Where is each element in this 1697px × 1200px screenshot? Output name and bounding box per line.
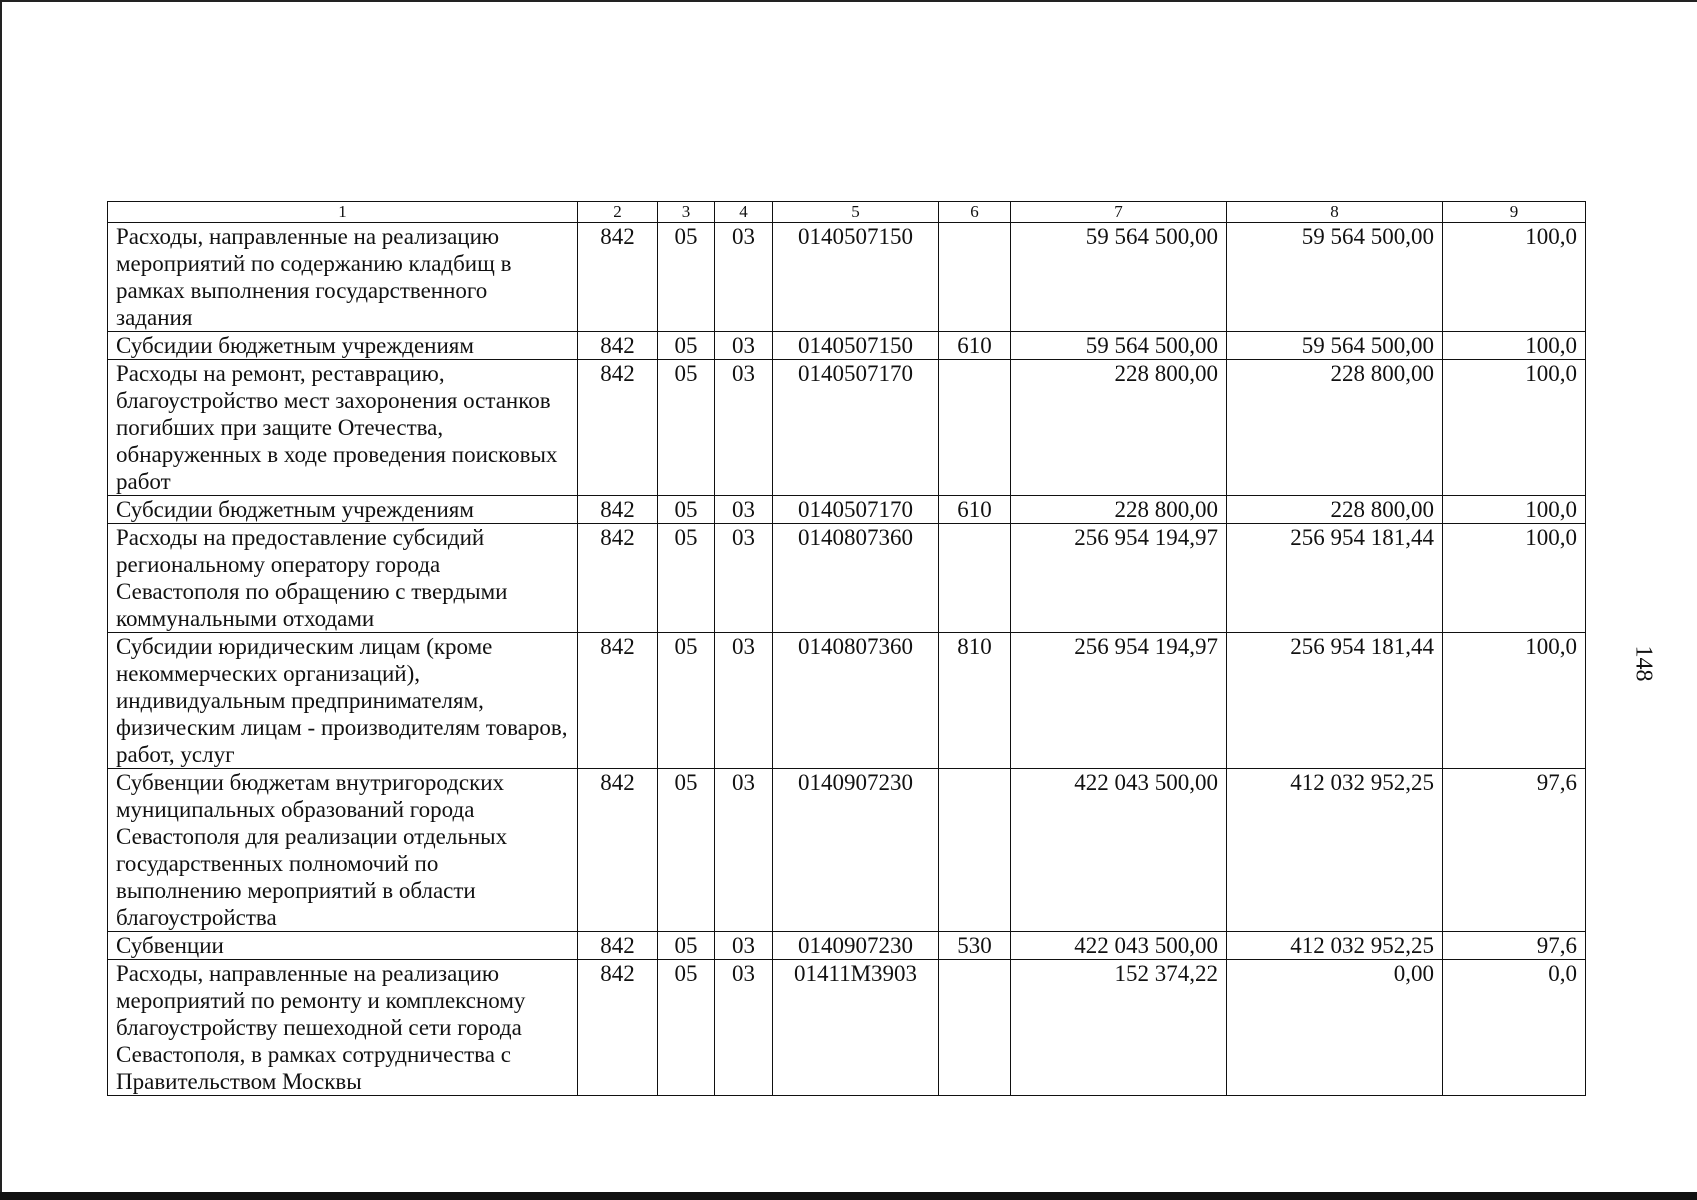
column-header-9: 9 bbox=[1443, 202, 1586, 223]
cell-name: Субвенции bbox=[108, 932, 578, 960]
cell-subsection: 03 bbox=[715, 769, 773, 932]
cell-planned-amount: 256 954 194,97 bbox=[1011, 524, 1227, 633]
cell-expense-type bbox=[939, 223, 1011, 332]
cell-subsection: 03 bbox=[715, 960, 773, 1096]
column-header-1: 1 bbox=[108, 202, 578, 223]
cell-executed-amount: 228 800,00 bbox=[1227, 496, 1443, 524]
cell-planned-amount: 256 954 194,97 bbox=[1011, 633, 1227, 769]
table-row bbox=[108, 769, 1586, 932]
table-row bbox=[108, 332, 1586, 360]
cell-planned-amount: 228 800,00 bbox=[1011, 360, 1227, 496]
cell-section: 05 bbox=[658, 360, 715, 496]
column-header-8: 8 bbox=[1227, 202, 1443, 223]
cell-section: 05 bbox=[658, 524, 715, 633]
column-header-5: 5 bbox=[773, 202, 939, 223]
cell-expense-type bbox=[939, 524, 1011, 633]
cell-execution-percent: 100,0 bbox=[1443, 633, 1586, 769]
cell-name: Субсидии юридическим лицам (кроме некоммерческих организаций), индивидуальным предпринимателям, физическим лицам - производителям товаров, работ, услуг bbox=[108, 633, 578, 769]
cell-admin-code: 842 bbox=[578, 332, 658, 360]
cell-section: 05 bbox=[658, 496, 715, 524]
cell-expense-type bbox=[939, 769, 1011, 932]
cell-execution-percent: 97,6 bbox=[1443, 769, 1586, 932]
cell-subsection: 03 bbox=[715, 932, 773, 960]
cell-target-article: 0140507170 bbox=[773, 496, 939, 524]
cell-admin-code: 842 bbox=[578, 932, 658, 960]
cell-target-article: 0140807360 bbox=[773, 524, 939, 633]
cell-name: Расходы, направленные на реализацию мероприятий по содержанию кладбищ в рамках выполнения государственного задания bbox=[108, 223, 578, 332]
page-edge-top bbox=[0, 0, 1697, 2]
cell-target-article: 0140907230 bbox=[773, 769, 939, 932]
column-header-4: 4 bbox=[715, 202, 773, 223]
cell-executed-amount: 412 032 952,25 bbox=[1227, 932, 1443, 960]
cell-name: Субсидии бюджетным учреждениям bbox=[108, 332, 578, 360]
cell-name: Субвенции бюджетам внутригородских муниципальных образований города Севастополя для реализации отдельных государственных полномочий по выполнению мероприятий в области благоустройства bbox=[108, 769, 578, 932]
cell-subsection: 03 bbox=[715, 223, 773, 332]
cell-name: Расходы на ремонт, реставрацию, благоустройство мест захоронения останков погибших при защите Отечества, обнаруженных в ходе проведения поисковых работ bbox=[108, 360, 578, 496]
cell-target-article: 0140907230 bbox=[773, 932, 939, 960]
cell-executed-amount: 412 032 952,25 bbox=[1227, 769, 1443, 932]
cell-target-article: 0140507150 bbox=[773, 223, 939, 332]
column-header-7: 7 bbox=[1011, 202, 1227, 223]
cell-section: 05 bbox=[658, 223, 715, 332]
table-row bbox=[108, 932, 1586, 960]
table-row bbox=[108, 633, 1586, 769]
cell-planned-amount: 59 564 500,00 bbox=[1011, 223, 1227, 332]
cell-executed-amount: 256 954 181,44 bbox=[1227, 633, 1443, 769]
cell-expense-type bbox=[939, 360, 1011, 496]
cell-target-article: 0140507170 bbox=[773, 360, 939, 496]
cell-name: Расходы, направленные на реализацию мероприятий по ремонту и комплексному благоустройству пешеходной сети города Севастополя, в рамках сотрудничества с Правительством Москвы bbox=[108, 960, 578, 1096]
budget-table bbox=[107, 201, 1586, 1096]
cell-execution-percent: 97,6 bbox=[1443, 932, 1586, 960]
cell-subsection: 03 bbox=[715, 633, 773, 769]
cell-admin-code: 842 bbox=[578, 360, 658, 496]
cell-name: Расходы на предоставление субсидий региональному оператору города Севастополя по обращению с твердыми коммунальными отходами bbox=[108, 524, 578, 633]
cell-subsection: 03 bbox=[715, 524, 773, 633]
cell-planned-amount: 59 564 500,00 bbox=[1011, 332, 1227, 360]
table-row bbox=[108, 960, 1586, 1096]
page-edge-bottom bbox=[0, 1192, 1697, 1200]
cell-section: 05 bbox=[658, 332, 715, 360]
cell-execution-percent: 100,0 bbox=[1443, 360, 1586, 496]
cell-expense-type: 610 bbox=[939, 496, 1011, 524]
cell-name: Субсидии бюджетным учреждениям bbox=[108, 496, 578, 524]
cell-execution-percent: 100,0 bbox=[1443, 496, 1586, 524]
cell-admin-code: 842 bbox=[578, 633, 658, 769]
cell-admin-code: 842 bbox=[578, 496, 658, 524]
cell-planned-amount: 228 800,00 bbox=[1011, 496, 1227, 524]
cell-subsection: 03 bbox=[715, 332, 773, 360]
cell-target-article: 0140507150 bbox=[773, 332, 939, 360]
cell-expense-type: 810 bbox=[939, 633, 1011, 769]
cell-target-article: 01411M3903 bbox=[773, 960, 939, 1096]
cell-section: 05 bbox=[658, 932, 715, 960]
cell-subsection: 03 bbox=[715, 360, 773, 496]
cell-expense-type: 610 bbox=[939, 332, 1011, 360]
column-header-3: 3 bbox=[658, 202, 715, 223]
cell-section: 05 bbox=[658, 769, 715, 932]
cell-admin-code: 842 bbox=[578, 223, 658, 332]
cell-subsection: 03 bbox=[715, 496, 773, 524]
cell-admin-code: 842 bbox=[578, 769, 658, 932]
cell-section: 05 bbox=[658, 960, 715, 1096]
column-header-2: 2 bbox=[578, 202, 658, 223]
page-edge-left bbox=[0, 0, 2, 1200]
table-row bbox=[108, 524, 1586, 633]
cell-executed-amount: 59 564 500,00 bbox=[1227, 332, 1443, 360]
cell-section: 05 bbox=[658, 633, 715, 769]
cell-executed-amount: 228 800,00 bbox=[1227, 360, 1443, 496]
cell-execution-percent: 100,0 bbox=[1443, 524, 1586, 633]
table-row bbox=[108, 496, 1586, 524]
cell-execution-percent: 100,0 bbox=[1443, 332, 1586, 360]
table-row bbox=[108, 360, 1586, 496]
cell-admin-code: 842 bbox=[578, 524, 658, 633]
cell-expense-type bbox=[939, 960, 1011, 1096]
cell-planned-amount: 422 043 500,00 bbox=[1011, 769, 1227, 932]
table-row bbox=[108, 223, 1586, 332]
cell-planned-amount: 422 043 500,00 bbox=[1011, 932, 1227, 960]
cell-planned-amount: 152 374,22 bbox=[1011, 960, 1227, 1096]
cell-expense-type: 530 bbox=[939, 932, 1011, 960]
cell-execution-percent: 100,0 bbox=[1443, 223, 1586, 332]
column-header-6: 6 bbox=[939, 202, 1011, 223]
cell-target-article: 0140807360 bbox=[773, 633, 939, 769]
cell-admin-code: 842 bbox=[578, 960, 658, 1096]
cell-executed-amount: 59 564 500,00 bbox=[1227, 223, 1443, 332]
table-header-row bbox=[108, 202, 1586, 223]
cell-execution-percent: 0,0 bbox=[1443, 960, 1586, 1096]
page-number: 148 bbox=[1630, 645, 1657, 682]
cell-executed-amount: 256 954 181,44 bbox=[1227, 524, 1443, 633]
cell-executed-amount: 0,00 bbox=[1227, 960, 1443, 1096]
